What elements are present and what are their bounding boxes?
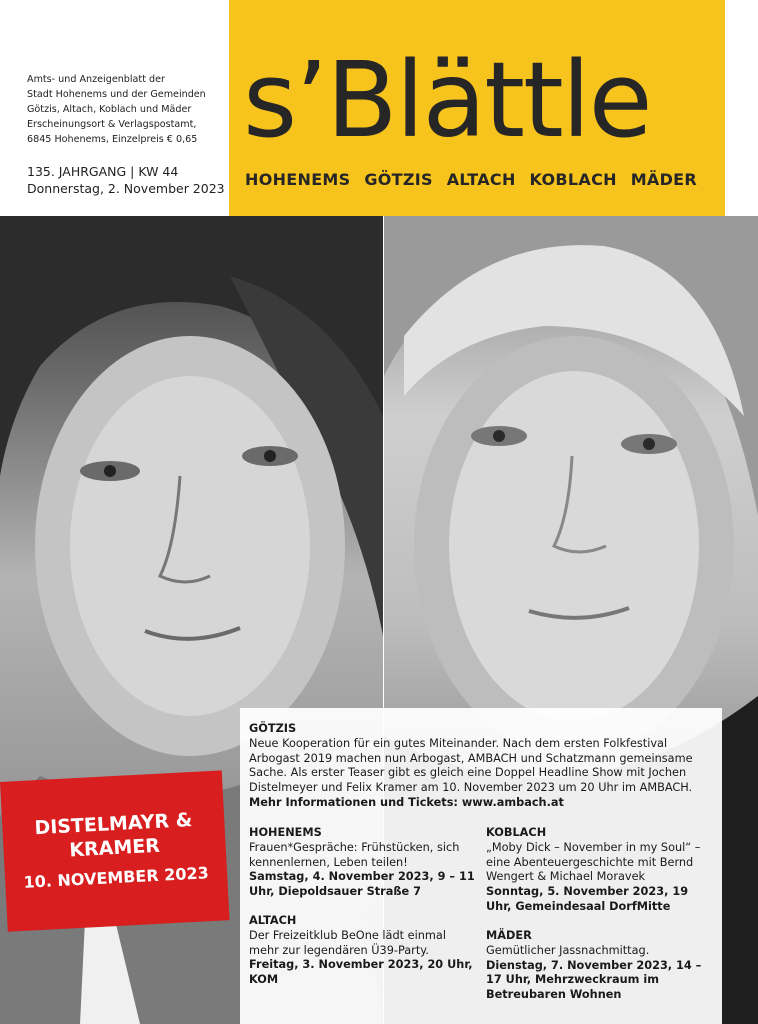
masthead-towns: HOHENEMS GÖTZIS ALTACH KOBLACH MÄDER (245, 170, 698, 189)
imprint-line: Erscheinungsort & Verlagspostamt, (27, 119, 197, 130)
altach-body: Der Freizeitklub BeOne lädt einmal mehr zur legendären Ü39-Party. (249, 928, 446, 957)
hohenems-event (249, 826, 477, 900)
imprint-line: Götzis, Altach, Koblach und Mäder (27, 104, 192, 115)
imprint-line: 6845 Hohenems, Einzelpreis € 0,65 (27, 134, 198, 145)
maeder-event (486, 929, 714, 1003)
masthead (229, 0, 725, 216)
altach-heading: ALTACH (249, 914, 297, 927)
events-box (240, 708, 722, 1024)
imprint-line: Stadt Hohenems und der Gemeinden (27, 89, 206, 100)
hohenems-heading: HOHENEMS (249, 826, 322, 839)
koblach-heading: KOBLACH (486, 826, 547, 839)
imprint-line: Amts- und Anzeigenblatt der (27, 74, 165, 85)
altach-event (249, 914, 477, 988)
imprint (27, 72, 227, 147)
maeder-when: Dienstag, 7. November 2023, 14 – 17 Uhr, Mehrzweckraum im Betreubaren Wohnen (486, 958, 702, 1002)
issue-volume: 135. JAHRGANG | KW 44 (27, 164, 179, 179)
banner-date: 10. NOVEMBER 2023 (23, 863, 210, 892)
hohenems-when: Samstag, 4. November 2023, 9 – 11 Uhr, Diepoldsauer Straße 7 (249, 870, 475, 899)
maeder-body: Gemütlicher Jassnachmittag. (486, 943, 650, 957)
events-content (249, 722, 719, 811)
banner-artists-line: DISTELMAYR & (33, 809, 193, 840)
goetzis-info-link[interactable]: Mehr Informationen und Tickets: www.ambach.at (249, 795, 564, 809)
goetzis-body: Neue Kooperation für ein gutes Miteinander. Nach dem ersten Folkfestival Arbogast 2019 machen nun Arbogast, AMBACH und Schatzmann gemeinsame Sache. Als erster Teaser gibt es gleich eine Doppel Headline Show mit Jochen Distelmeyer und Felix Kramer am 10. November 2023 um 20 Uhr im AMBACH. (249, 736, 693, 795)
masthead-logo: s’Blättle (243, 39, 651, 161)
banner-artists (2, 806, 226, 866)
maeder-heading: MÄDER (486, 929, 532, 942)
issue-date: Donnerstag, 2. November 2023 (27, 181, 225, 196)
event-banner (0, 770, 230, 931)
koblach-when: Sonntag, 5. November 2023, 19 Uhr, Gemeindesaal DorfMitte (486, 885, 689, 913)
banner-artists-line: KRAMER (68, 834, 161, 862)
hohenems-body: Frauen*Gespräche: Frühstücken, sich kennenlernen, Leben teilen! (249, 840, 460, 869)
issue-info (27, 163, 225, 197)
altach-when: Freitag, 3. November 2023, 20 Uhr, KOM (249, 958, 473, 987)
goetzis-heading: GÖTZIS (249, 722, 297, 735)
koblach-body: „Moby Dick – November in my Soul“ – eine Abenteuergeschichte mit Bernd Wengert & Michael Moravek (486, 840, 701, 884)
koblach-event (486, 826, 714, 915)
